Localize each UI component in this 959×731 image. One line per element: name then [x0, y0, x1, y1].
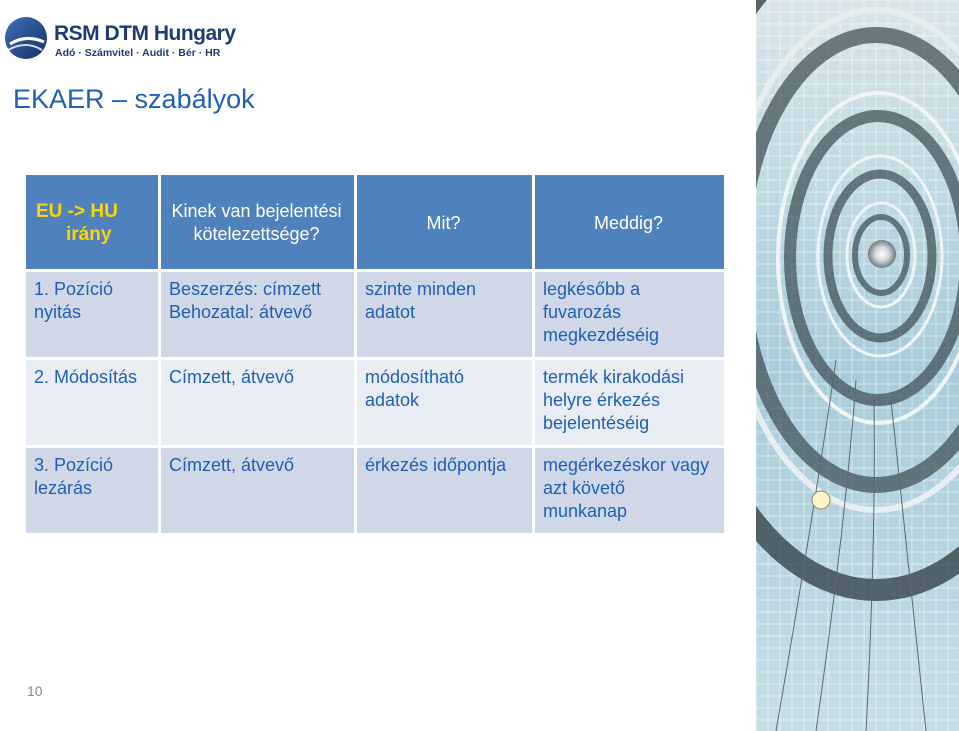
row-what: szinte minden adatot	[357, 272, 532, 357]
row-who	[161, 272, 354, 357]
header-direction-line1: EU -> HU	[36, 201, 118, 222]
row-who: Címzett, átvevő	[161, 360, 354, 445]
logo-tagline: Adó · Számvitel · Audit · Bér · HR	[55, 47, 221, 59]
row-until: megérkezéskor vagy azt követő munkanap	[535, 448, 724, 533]
spiral-staircase-image	[756, 0, 959, 731]
rsm-globe-icon	[4, 16, 48, 60]
row-who-line2: Behozatal: átvevő	[169, 302, 313, 322]
row-what: módosítható adatok	[357, 360, 532, 445]
table-row	[26, 448, 724, 533]
header-direction-line2: irány	[66, 224, 112, 245]
page-number: 10	[27, 683, 43, 699]
table-row	[26, 272, 724, 357]
row-position: 3. Pozíció lezárás	[26, 448, 158, 533]
row-who: Címzett, átvevő	[161, 448, 354, 533]
table-header-row	[26, 175, 724, 269]
row-what: érkezés időpontja	[357, 448, 532, 533]
header-direction	[26, 175, 158, 269]
row-position: 1. Pozíció nyitás	[26, 272, 158, 357]
company-logo	[4, 12, 236, 62]
page-title: EKAER – szabályok	[13, 84, 255, 114]
rules-table	[23, 172, 727, 536]
header-what: Mit?	[357, 175, 532, 269]
row-until: termék kirakodási helyre érkezés bejelentéséig	[535, 360, 724, 445]
table-row	[26, 360, 724, 445]
logo-name: RSM DTM Hungary	[54, 22, 236, 45]
row-position: 2. Módosítás	[26, 360, 158, 445]
row-until: legkésőbb a fuvarozás megkezdéséig	[535, 272, 724, 357]
header-who: Kinek van bejelentési kötelezettsége?	[161, 175, 354, 269]
row-who-line1: Beszerzés: címzett	[169, 279, 322, 299]
header-until: Meddig?	[535, 175, 724, 269]
